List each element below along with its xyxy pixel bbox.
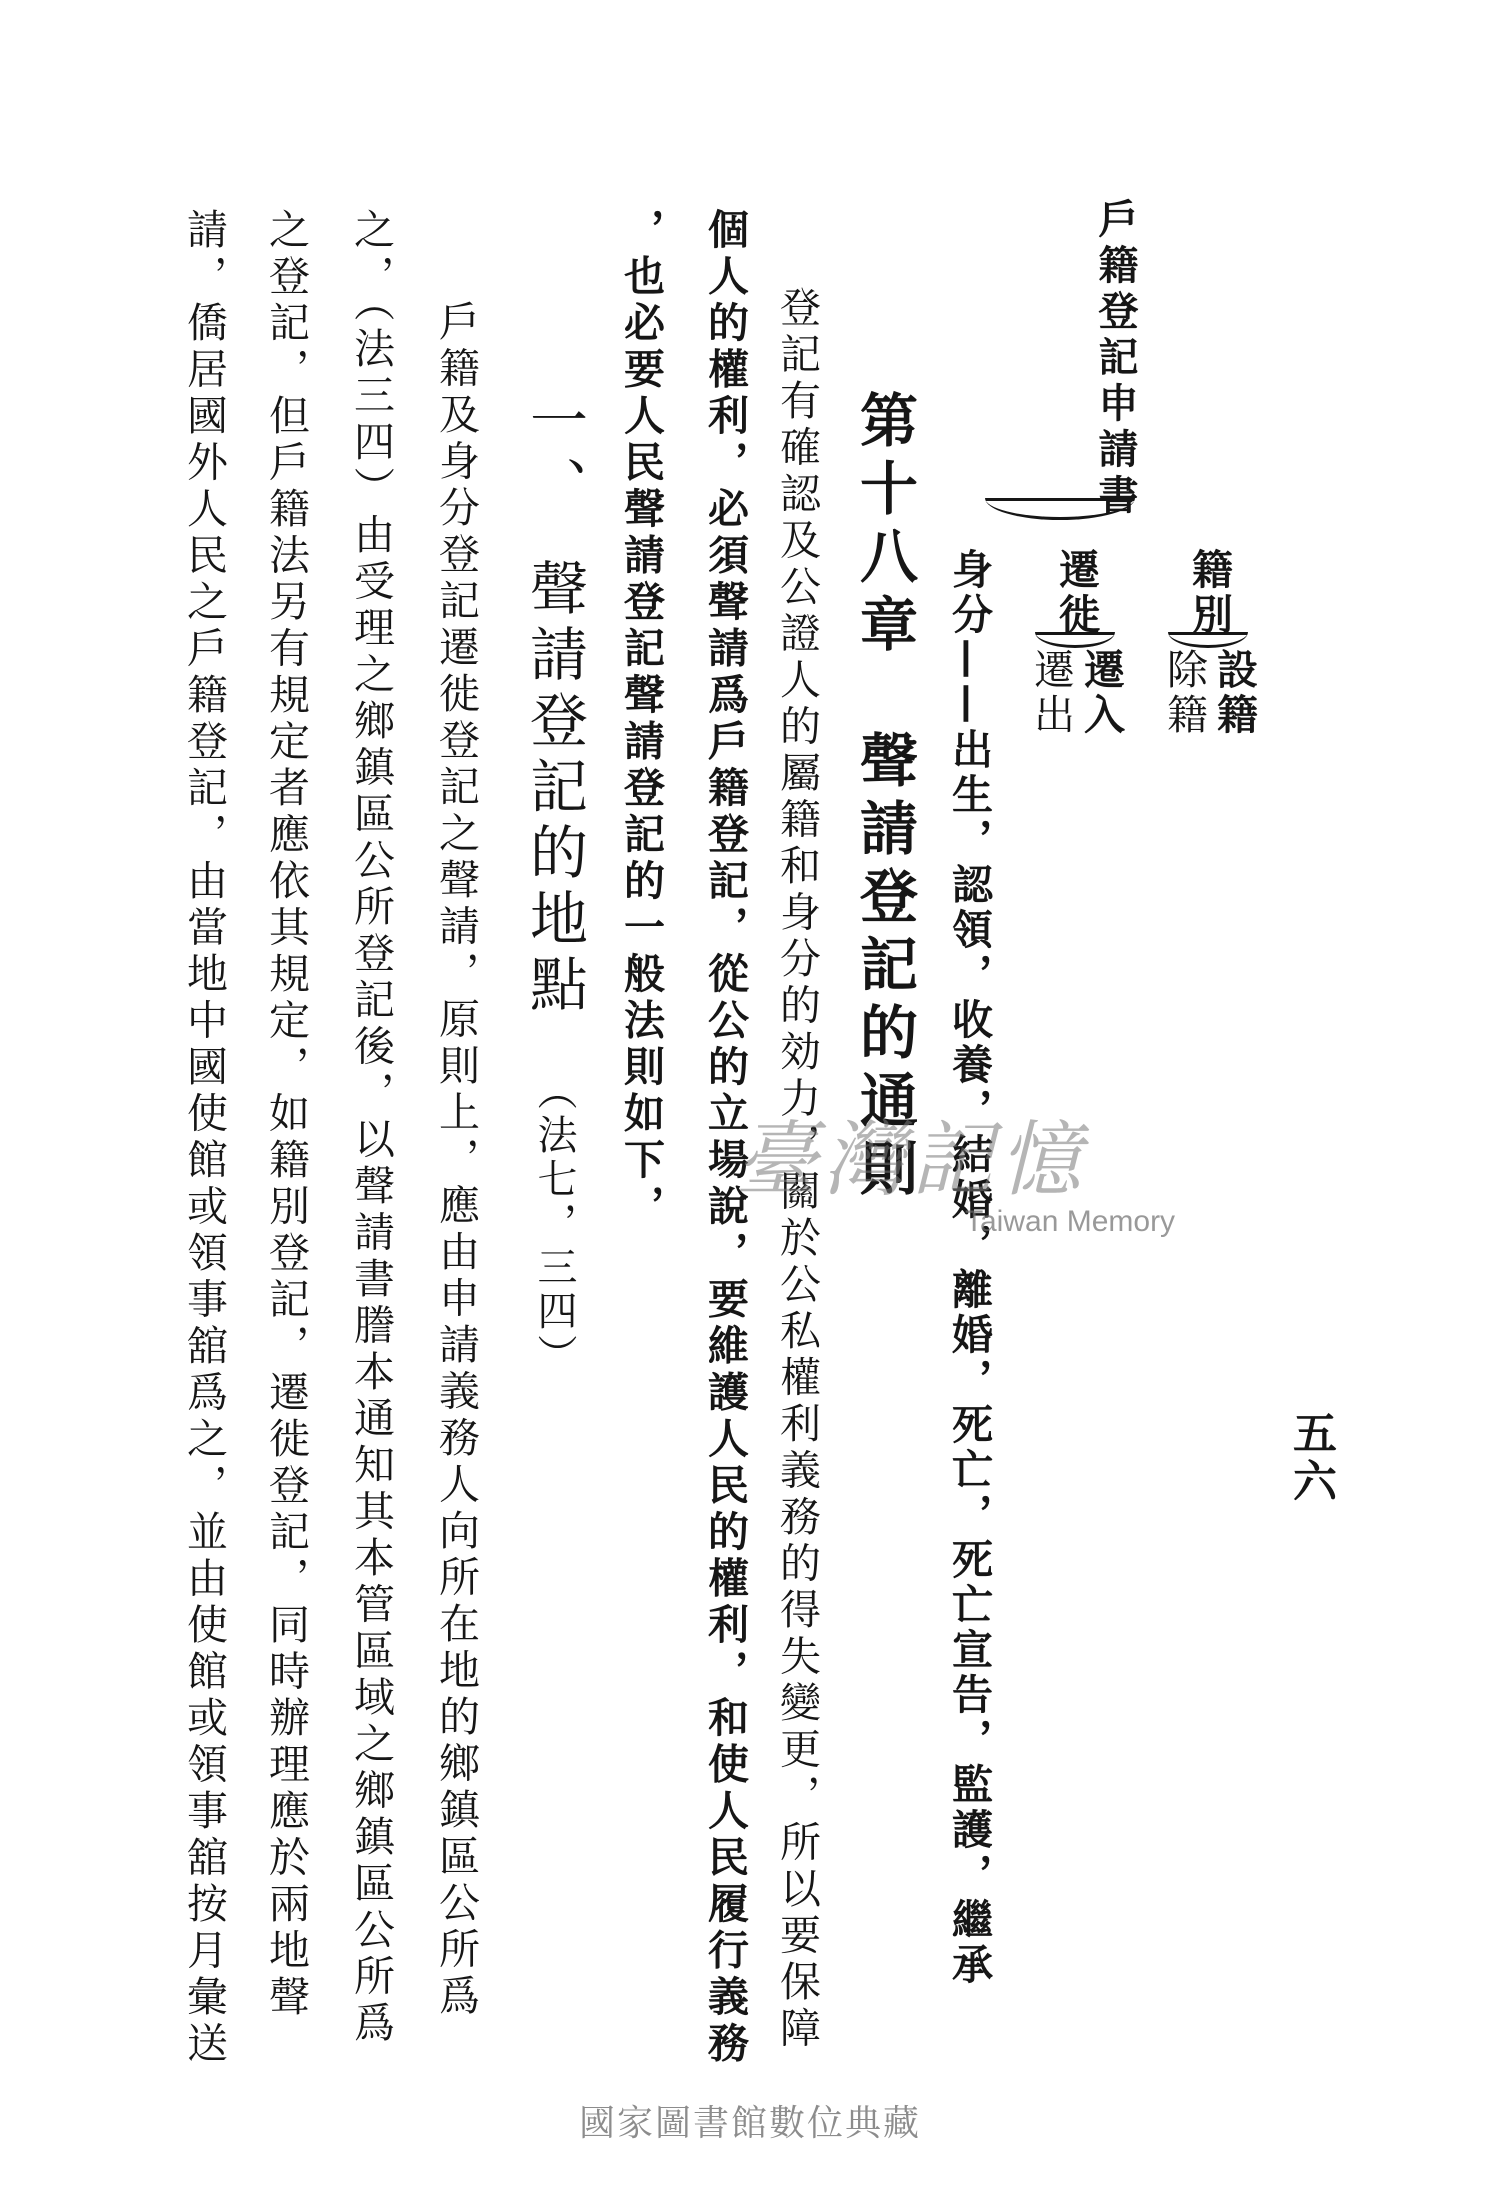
diagram-she-ji: 設籍: [1210, 648, 1258, 738]
watermark-subtitle: Taiwan Memory: [965, 1205, 1176, 1238]
diagram-qian-xi: 遷徙: [1052, 548, 1100, 638]
watermark-logo: 臺灣記憶: [735, 1113, 1087, 1208]
paragraph-2-line-1: 戶籍及身分登記遷徙登記之聲請，原則上，應由申請義務人向所在地的鄉鎮區公所爲: [432, 300, 480, 2021]
paragraph-1-line-3: ，也必要人民聲請登記聲請登記的一般法則如下，: [617, 208, 665, 1231]
paragraph-2-line-4: 請，僑居國外人民之戶籍登記，由當地中國使館或領事舘爲之，並由使館或領事舘按月彙送: [180, 208, 228, 2068]
diagram-shen-fen: 身分——出生，認領，收養，結婚，離婚，死亡，死亡宣告，監護，繼承: [945, 548, 993, 1988]
paragraph-1-line-2: 個人的權利，必須聲請爲戶籍登記，從公的立場說，要維護人民的權利，和使人民履行義務: [701, 208, 749, 2068]
diagram-qian-chu: 遷出: [1027, 648, 1075, 738]
paragraph-2-line-2: 之，（法三四）由受理之鄉鎮區公所登記後，以聲請書謄本通知其本管區域之鄉鎮區公所爲: [347, 208, 395, 2048]
paragraph-1-line-1: 登記有確認及公證人的屬籍和身分的効力，關於公私權利義務的得失變更，所以要保障: [773, 286, 821, 2053]
diagram-chu-ji: 除籍: [1160, 648, 1208, 738]
section-1-number: 一、: [520, 390, 588, 522]
diagram-title: 戶籍登記申請書: [1092, 198, 1139, 520]
section-1-ref: （法七，三四）: [531, 1070, 577, 1378]
diagram-brace-ji-bie: [1168, 632, 1248, 648]
paragraph-2-line-3: 之登記，但戶籍法另有規定者應依其規定，如籍別登記，遷徙登記，同時辦理應於兩地聲: [262, 208, 310, 2022]
diagram-ji-bie: 籍別: [1185, 548, 1233, 638]
page-number: 五六: [1285, 1410, 1336, 1506]
section-1-title: 聲請登記的地點: [520, 558, 588, 1020]
footer-collection-label: 國家圖書館數位典藏: [578, 2103, 921, 2144]
diagram-brace-qian-xi: [1035, 632, 1115, 648]
chapter-title: 第十八章 聲請登記的通則: [850, 390, 918, 1206]
diagram-qian-ru: 遷入: [1077, 648, 1125, 738]
section-1-heading: [520, 390, 588, 1378]
